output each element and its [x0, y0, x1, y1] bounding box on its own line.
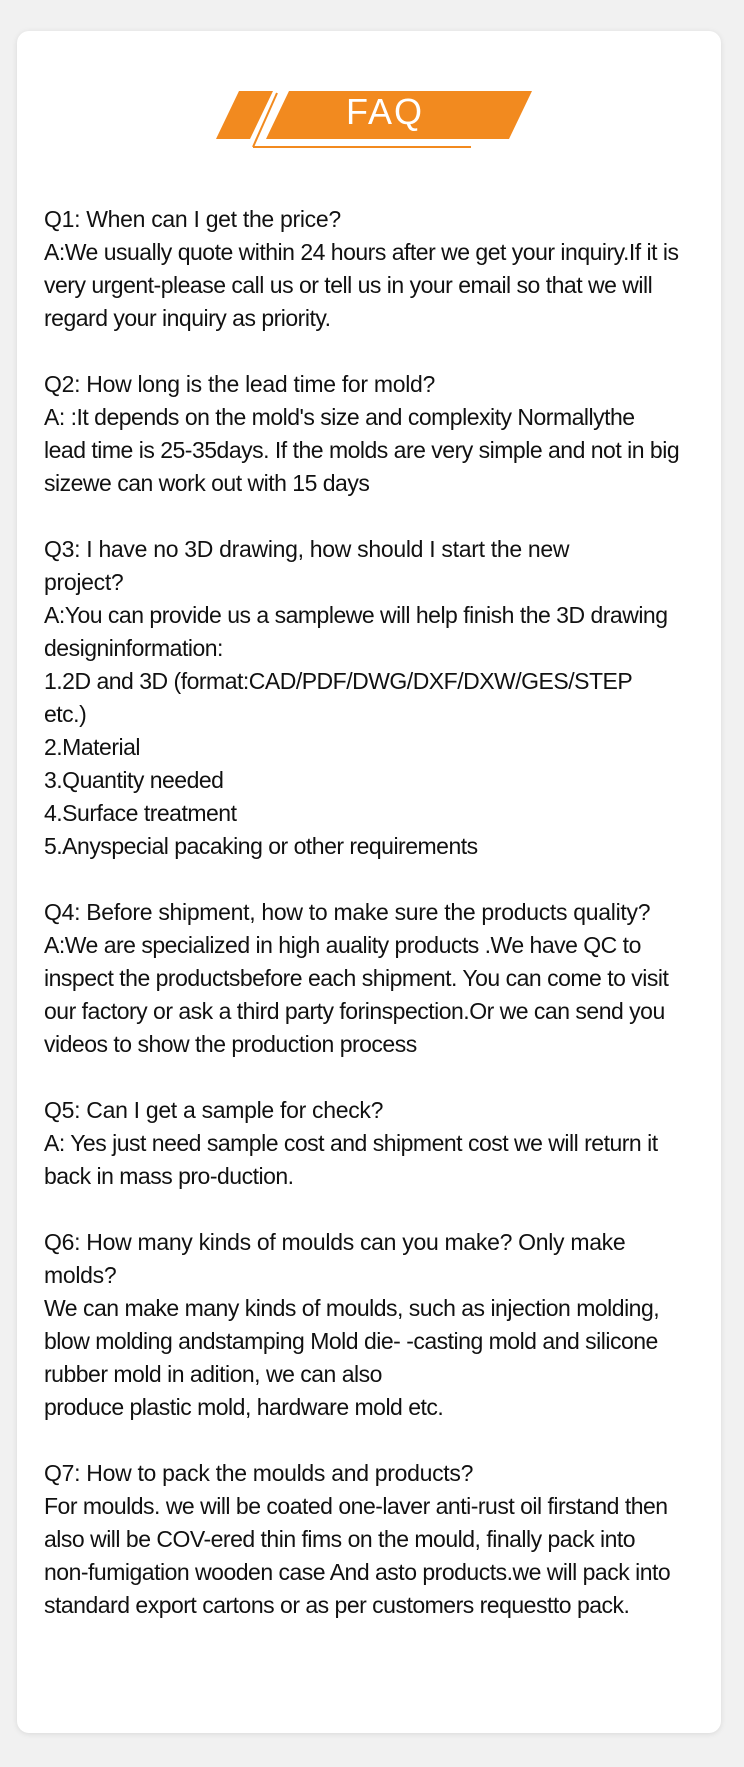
faq-question: Q5: Can I get a sample for check? [44, 1097, 384, 1123]
faq-answer-line: etc.) [44, 701, 87, 727]
faq-answer-line: A: :It depends on the mold's size and complexity Normallythe [44, 404, 635, 430]
faq-answer-line: A:We usually quote within 24 hours after we get your inquiry.If it is [44, 239, 679, 265]
faq-title: FAQ [345, 91, 425, 132]
faq-answer-line: 5.Anyspecial pacaking or other requirements [44, 833, 478, 859]
faq-answer-line: blow molding andstamping Mold die- -casting mold and silicone [44, 1328, 658, 1354]
faq-answer-line: videos to show the production process [44, 1031, 417, 1057]
faq-question: Q1: When can I get the price? [44, 206, 341, 232]
faq-answer-line: also will be COV-ered thin fims on the mould, finally pack into [44, 1526, 636, 1552]
faq-answer-line: A: Yes just need sample cost and shipment cost we will return it [44, 1130, 658, 1156]
faq-answer-line: very urgent-please call us or tell us in your email so that we will [44, 272, 653, 298]
faq-question: molds? [44, 1262, 117, 1288]
faq-question: Q7: How to pack the moulds and products? [44, 1460, 474, 1486]
faq-item-q3 [44, 533, 704, 863]
faq-item-q6 [44, 1226, 704, 1424]
faq-item-q1 [44, 203, 704, 335]
faq-question: Q3: I have no 3D drawing, how should I start the new [44, 536, 570, 562]
faq-item-q5 [44, 1094, 704, 1193]
faq-answer-line: A:You can provide us a samplewe will help finish the 3D drawing [44, 602, 668, 628]
faq-item-q2 [44, 368, 704, 500]
faq-answer-line: rubber mold in adition, we can also [44, 1361, 382, 1387]
faq-answer-line: sizewe can work out with 15 days [44, 470, 370, 496]
faq-question: Q2: How long is the lead time for mold? [44, 371, 435, 397]
faq-answer-line: standard export cartons or as per customers requestto pack. [44, 1592, 630, 1618]
faq-answer-line: A:We are specialized in high auality products .We have QC to [44, 932, 641, 958]
faq-answer-line: For moulds. we will be coated one-laver anti-rust oil firstand then [44, 1493, 668, 1519]
faq-answer-line: produce plastic mold, hardware mold etc. [44, 1394, 444, 1420]
faq-answer-line: 3.Quantity needed [44, 767, 224, 793]
faq-answer-line: 4.Surface treatment [44, 800, 237, 826]
faq-answer-line: We can make many kinds of moulds, such as injection molding, [44, 1295, 660, 1321]
faq-answer-line: regard your inquiry as priority. [44, 305, 331, 331]
faq-answer-line: back in mass pro-duction. [44, 1163, 294, 1189]
faq-item-q7 [44, 1457, 704, 1622]
faq-answer-line: 1.2D and 3D (format:CAD/PDF/DWG/DXF/DXW/GES/STEP [44, 668, 633, 694]
faq-list [44, 203, 704, 1655]
faq-question: Q4: Before shipment, how to make sure the products quality? [44, 899, 651, 925]
faq-answer-line: non-fumigation wooden case And asto products.we will pack into [44, 1559, 671, 1585]
faq-question: Q6: How many kinds of moulds can you make? Only make [44, 1229, 626, 1255]
faq-answer-line: designinformation: [44, 635, 223, 661]
faq-answer-line: our factory or ask a third party forinspection.Or we can send you [44, 998, 665, 1024]
faq-item-q4 [44, 896, 704, 1061]
faq-question: project? [44, 569, 124, 595]
faq-answer-line: 2.Material [44, 734, 140, 760]
faq-answer-line: lead time is 25-35days. If the molds are very simple and not in big [44, 437, 680, 463]
faq-answer-line: inspect the productsbefore each shipment. You can come to visit [44, 965, 669, 991]
